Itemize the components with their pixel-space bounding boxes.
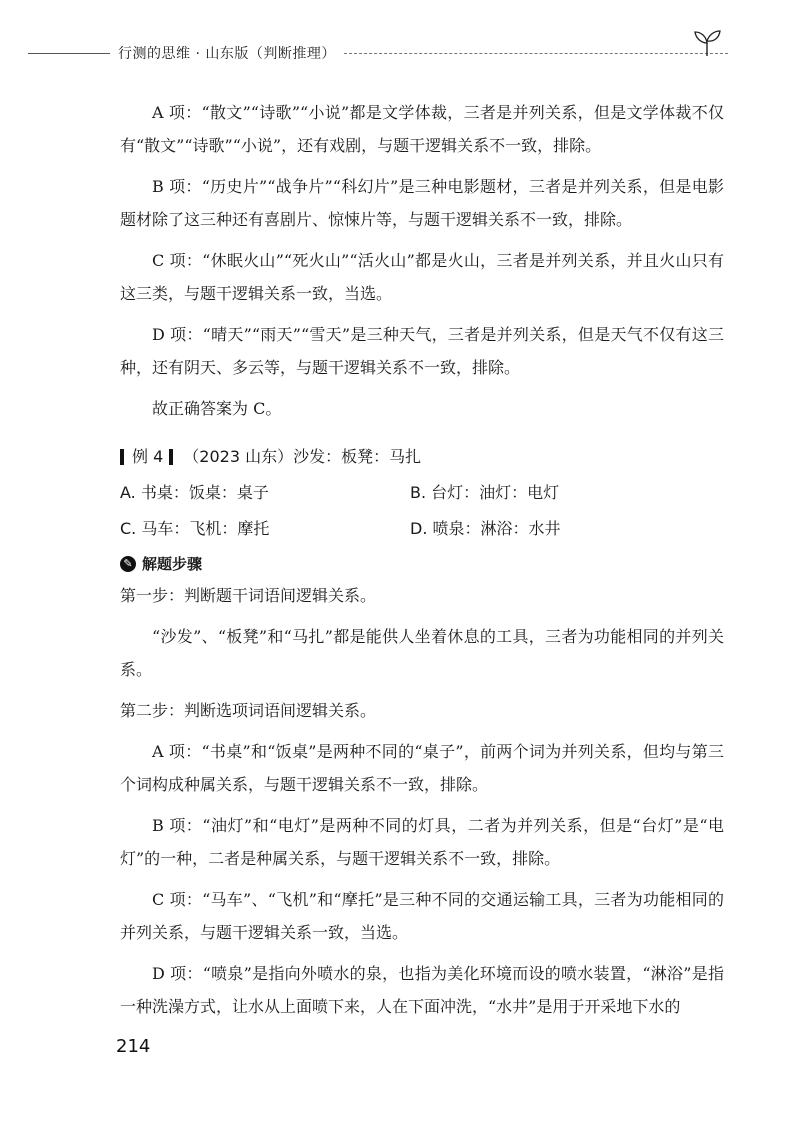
options-row xyxy=(120,475,724,511)
paragraph: B 项：“油灯”和“电灯”是两种不同的灯具，二者为并列关系，但是“台灯”是“电灯”的一种，二者是种属关系，与题干逻辑关系不一致，排除。 xyxy=(120,816,724,868)
pencil-icon: ✎ xyxy=(120,556,136,572)
example-bar-left xyxy=(120,449,124,465)
paragraph: 第二步：判断选项词语间逻辑关系。 xyxy=(120,701,377,720)
sprout-icon xyxy=(690,26,724,58)
header-rule-left xyxy=(28,53,110,54)
option-b: B. 台灯：油灯：电灯 xyxy=(410,483,560,502)
paragraph: 故正确答案为 C。 xyxy=(152,399,282,418)
paragraph: 第一步：判断题干词语间逻辑关系。 xyxy=(120,586,377,605)
paragraph: A 项：“书桌”和“饭桌”是两种不同的“桌子”，前两个词为并列关系，但均与第三个词构成种属关系，与题干逻辑关系不一致，排除。 xyxy=(120,742,724,794)
paragraph: C 项：“马车”、“飞机”和“摩托”是三种不同的交通运输工具，三者为功能相同的并列关系，与题干逻辑关系一致，当选。 xyxy=(120,890,724,942)
options-row xyxy=(120,511,724,547)
example-options xyxy=(120,475,724,547)
header-title: 行测的思维 · 山东版（判断推理） xyxy=(118,46,336,62)
paragraph: D 项：“喷泉”是指向外喷水的泉，也指为美化环境而设的喷水装置，“淋浴”是指一种洗澡方式，让水从上面喷下来，人在下面冲洗，“水井”是用于开采地下水的 xyxy=(120,964,724,1016)
paragraph: C 项：“休眠火山”“死火山”“活火山”都是火山，三者是并列关系，并且火山只有这三类，与题干逻辑关系一致，当选。 xyxy=(120,251,724,303)
steps-title: 解题步骤 xyxy=(142,555,203,573)
option-d: D. 喷泉：淋浴：水井 xyxy=(410,519,561,538)
page-number: 214 xyxy=(116,1036,151,1057)
paragraph: D 项：“晴天”“雨天”“雪天”是三种天气，三者是并列关系，但是天气不仅有这三种，还有阴天、多云等，与题干逻辑关系不一致，排除。 xyxy=(120,325,724,377)
option-a: A. 书桌：饭桌：桌子 xyxy=(120,483,269,502)
steps-heading xyxy=(120,549,724,579)
example-question: （2023 山东）沙发：板凳：马扎 xyxy=(183,447,422,466)
paragraph: “沙发”、“板凳”和“马扎”都是能供人坐着休息的工具，三者为功能相同的并列关系。 xyxy=(120,627,724,679)
example-label: 例 4 xyxy=(132,447,164,466)
paragraph: A 项：“散文”“诗歌”“小说”都是文学体裁，三者是并列关系，但是文学体裁不仅有“散文”“诗歌”“小说”，还有戏剧，与题干逻辑关系不一致，排除。 xyxy=(120,103,724,155)
option-c: C. 马车：飞机：摩托 xyxy=(120,519,270,538)
page-content xyxy=(120,96,724,1023)
example-bar-right xyxy=(169,449,173,465)
header-rule-right xyxy=(344,53,728,54)
example-heading xyxy=(120,441,724,473)
page-header xyxy=(28,38,728,68)
paragraph: B 项：“历史片”“战争片”“科幻片”是三种电影题材，三者是并列关系，但是电影题材除了这三种还有喜剧片、惊悚片等，与题干逻辑关系不一致，排除。 xyxy=(120,177,724,229)
